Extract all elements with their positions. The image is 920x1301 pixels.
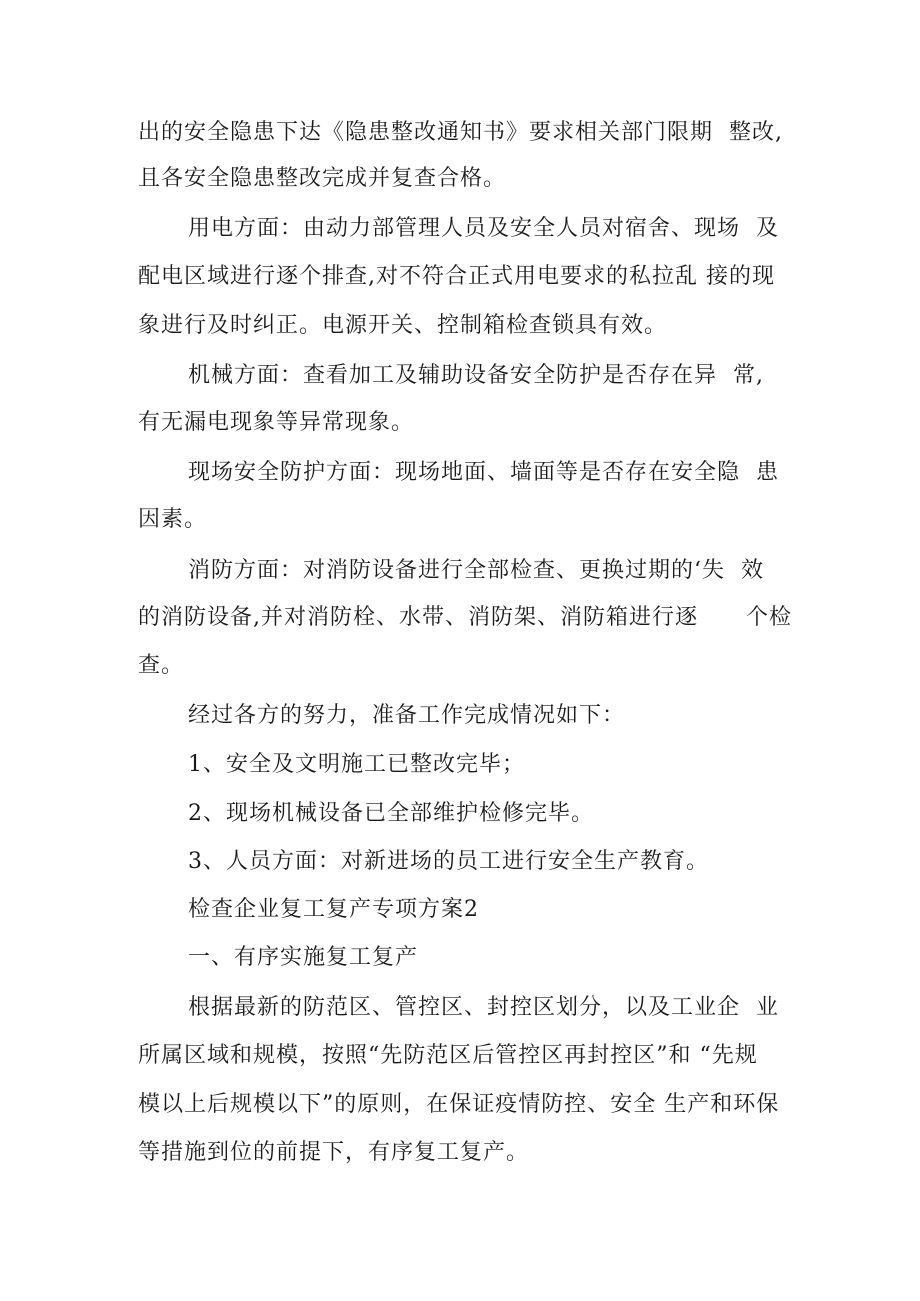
paragraph-line: 现场安全防护方面：现场地面、墙面等是否存在安全隐 患 bbox=[188, 460, 779, 485]
paragraph-line: 消防方面：对消防设备进行全部检查、更换过期的‘失 效 bbox=[188, 558, 764, 583]
paragraph-line: 经过各方的努力，准备工作完成情况如下： bbox=[188, 703, 626, 728]
paragraph-line: 因素。 bbox=[138, 507, 208, 532]
paragraph-line: 所属区域和规模，按照“先防范区后管控区再封控区”和 “先规 bbox=[138, 1043, 758, 1068]
paragraph-line: 配电区域进行逐个排查,对不符合正式用电要求的私拉乱 接的现 bbox=[138, 264, 775, 289]
paragraph-line: 有无漏电现象等异常现象。 bbox=[138, 410, 415, 435]
list-item: 3、人员方面：对新进场的员工进行安全生产教育。 bbox=[188, 849, 709, 874]
paragraph-line: 用电方面：由动力部管理人员及安全人员对宿舍、现场 及 bbox=[188, 216, 779, 241]
paragraph-line: 模以上后规模以下”的原则，在保证疫情防控、安全 生产和环保 bbox=[138, 1092, 780, 1117]
paragraph-line: 出的安全隐患下达《隐患整改通知书》要求相关部门限期 整改, bbox=[138, 120, 783, 145]
section-heading: 一、有序实施复工复产 bbox=[188, 945, 419, 970]
paragraph-line: 且各安全隐患整改完成并复查合格。 bbox=[138, 166, 507, 191]
list-item: 1、安全及文明施工已整改完毕； bbox=[188, 752, 525, 777]
paragraph-line: 等措施到位的前提下，有序复工复产。 bbox=[138, 1140, 530, 1165]
paragraph-line: 机械方面：查看加工及辅助设备安全防护是否存在异 常, bbox=[188, 363, 764, 388]
paragraph-line: 查。 bbox=[138, 653, 185, 678]
paragraph-line: 的消防设备,并对消防栓、水带、消防架、消防箱进行逐 个检 bbox=[138, 605, 792, 630]
list-item: 2、现场机械设备已全部维护检修完毕。 bbox=[188, 801, 594, 826]
paragraph-line: 象进行及时纠正。电源开关、控制箱检查锁具有效。 bbox=[138, 313, 668, 338]
paragraph-line: 根据最新的防范区、管控区、封控区划分，以及工业企 业 bbox=[188, 995, 779, 1020]
section-title: 检查企业复工复产专项方案2 bbox=[188, 897, 479, 922]
